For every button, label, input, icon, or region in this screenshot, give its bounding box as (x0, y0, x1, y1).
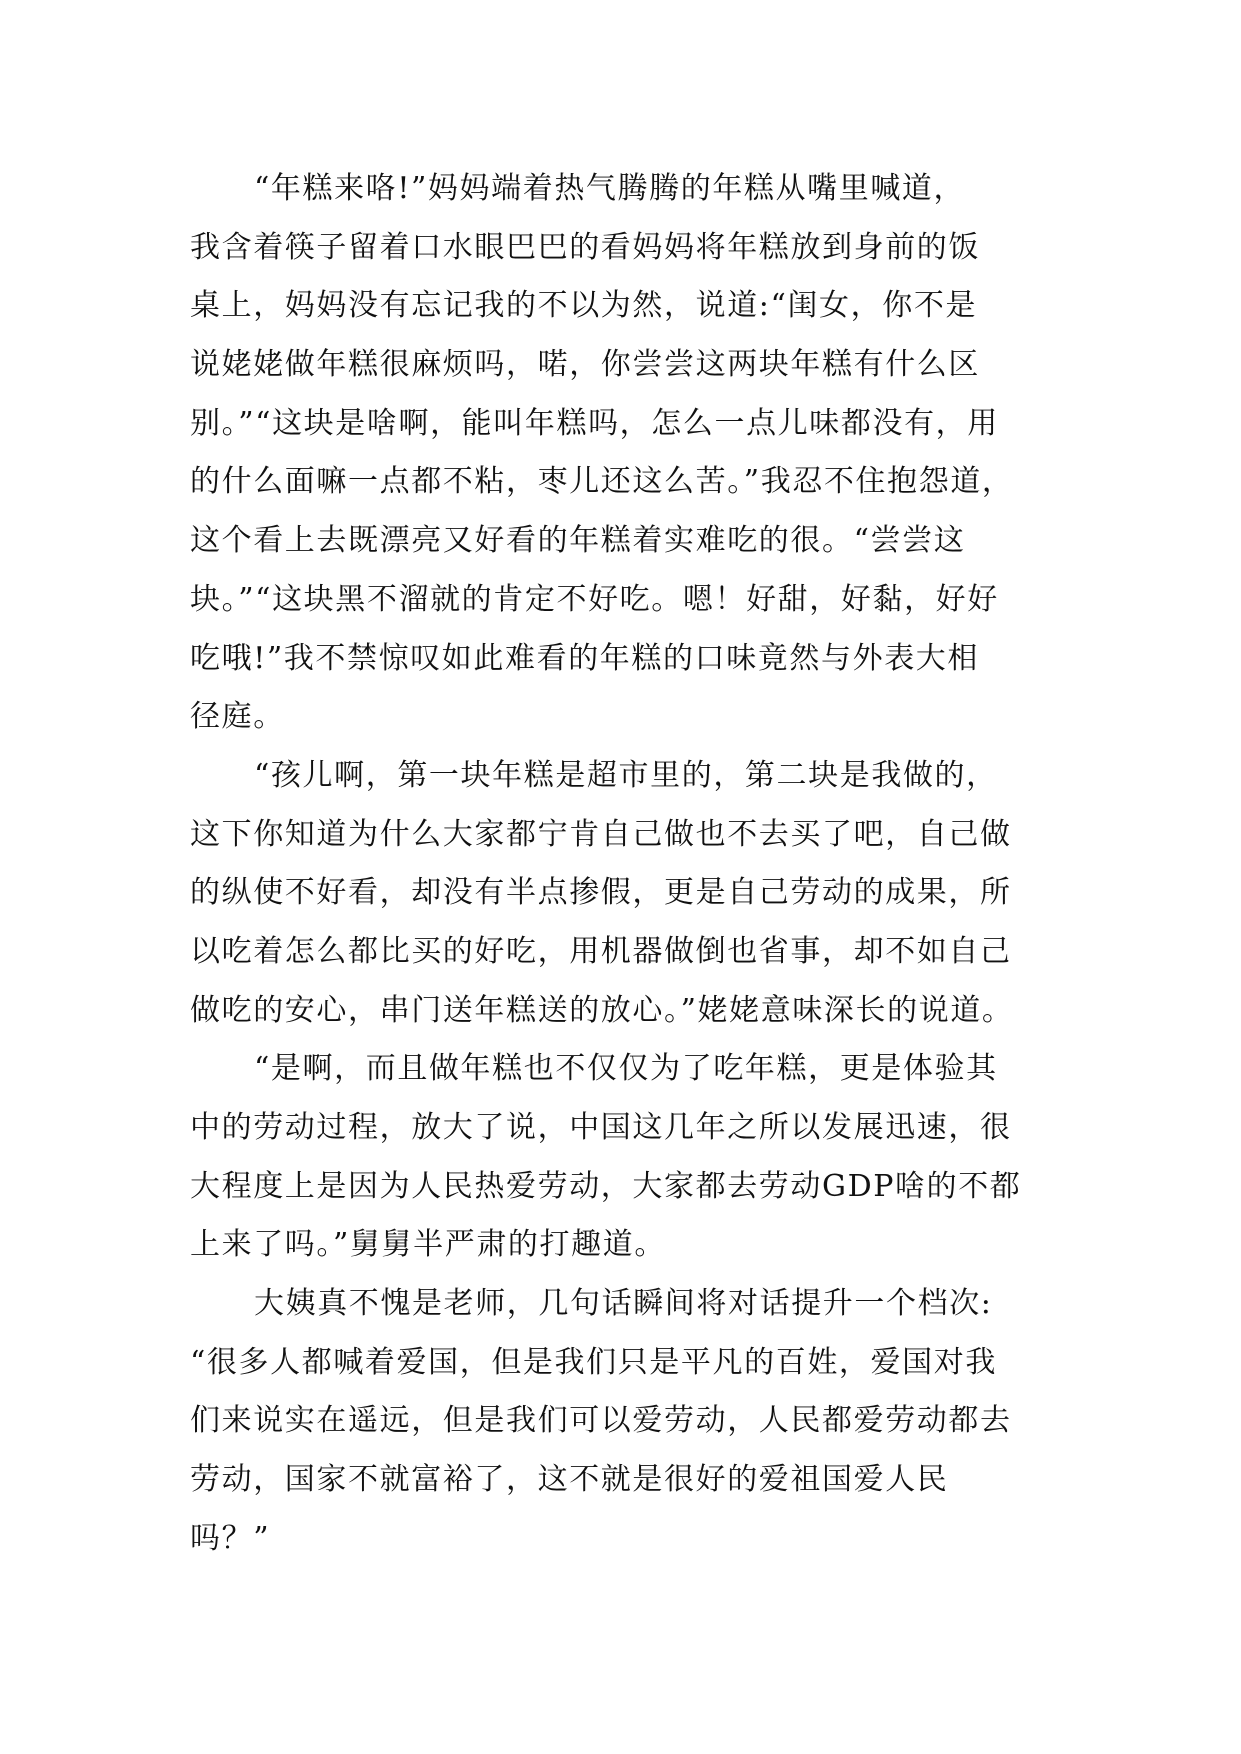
text-line: “年糕来咯!”妈妈端着热气腾腾的年糕从嘴里喊道， (254, 171, 966, 206)
text-line: 大姨真不愧是老师，几句话瞬间将对话提升一个档次: (254, 1286, 993, 1322)
essay-body (190, 160, 1090, 1569)
text-line: 劳动，国家不就富裕了，这不就是很好的爱祖国爱人民 (190, 1462, 949, 1498)
text-line: 这个看上去既漂亮又好看的年糕着实难吃的很。“尝尝这 (190, 523, 966, 559)
text-line: 的纵使不好看，却没有半点掺假，更是自己劳动的成果，所 (190, 875, 1012, 911)
text-line: “是啊，而且做年糕也不仅仅为了吃年糕，更是体验其 (254, 1051, 998, 1087)
text-line: 以吃着怎么都比买的好吃，用机器做倒也省事，却不如自己 (190, 933, 1012, 969)
text-line: 们来说实在遥远，但是我们可以爱劳动，人民都爱劳动都去 (190, 1403, 1012, 1439)
text-line: 别。”“这块是啥啊，能叫年糕吗，怎么一点儿味都没有，用 (190, 405, 999, 441)
text-line: 大程度上是因为人民热爱劳动，大家都去劳动GDP啥的不都 (190, 1168, 1022, 1204)
text-line: 做吃的安心，串门送年糕送的放心。”姥姥意味深长的说道。 (190, 992, 1014, 1028)
text-line: “很多人都喊着爱国，但是我们只是平凡的百姓，爱国对我 (190, 1344, 997, 1380)
text-line: 块。”“这块黑不溜就的肯定不好吃。嗯！好甜，好黏，好好 (190, 581, 999, 617)
text-line: 说姥姥做年糕很麻烦吗，喏，你尝尝这两块年糕有什么区 (190, 347, 980, 383)
text-line: 径庭。 (190, 699, 285, 735)
text-line: 桌上，妈妈没有忘记我的不以为然，说道:“闺女，你不是 (190, 288, 978, 324)
text-line: 这下你知道为什么大家都宁肯自己做也不去买了吧，自己做 (190, 816, 1012, 852)
text-line: 的什么面嘛一点都不粘，枣儿还这么苦。”我忍不住抱怨道， (190, 464, 1014, 500)
text-line: 我含着筷子留着口水眼巴巴的看妈妈将年糕放到身前的饭 (190, 229, 980, 265)
text-line: 吗？” (190, 1520, 271, 1556)
text-line: 吃哦!”我不禁惊叹如此难看的年糕的口味竟然与外表大相 (190, 640, 979, 676)
text-line: 中的劳动过程，放大了说，中国这几年之所以发展迅速，很 (190, 1110, 1012, 1145)
text-line: “孩儿啊，第一块年糕是超市里的，第二块是我做的， (254, 757, 998, 793)
text-line: 上来了吗。”舅舅半严肃的打趣道。 (190, 1227, 666, 1263)
